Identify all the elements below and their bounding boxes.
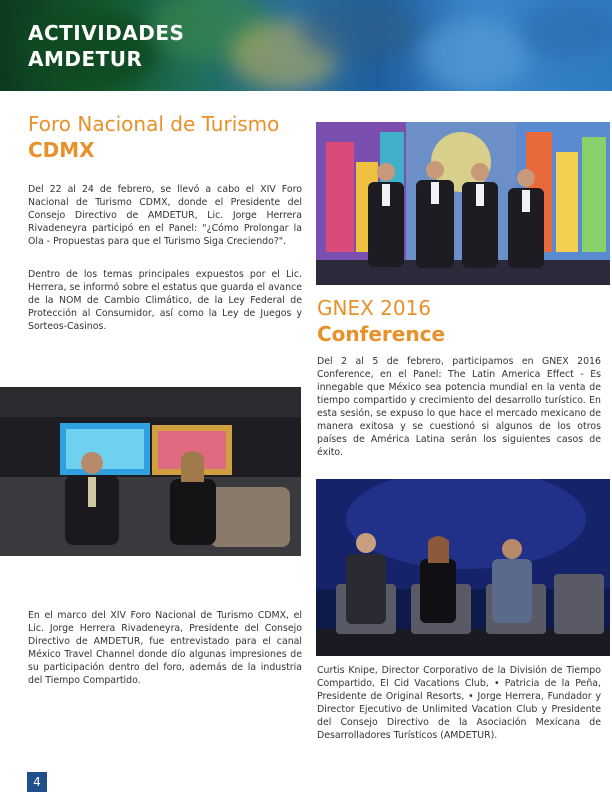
foro-paragraph-2: Dentro de los temas principales expuestos por el Lic. Herrera, se informó sobre el estatus que guarda el avance de la NOM de Cambio Climático, de la Ley Federal de Protección al Consumidor, así como la Ley de Juegos y Sorteos-Casinos. — [28, 269, 303, 332]
section-title-line1: ACTIVIDADES — [28, 21, 185, 45]
gnex-panel-caption: Curtis Knipe, Director Corporativo de la División de Tiempo Compartido, El Cid Vacations Club, • Patricia de la Peña, Presidente de Original Resorts, • Jorge Herrera, Fundador y Director Ejecutivo de Unlimited Vacation Club y Presidente del Consejo Directivo de la Asociación Mexicana de Desarrolladores Turísticos (AMDETUR). — [317, 665, 601, 741]
interview-photo — [0, 387, 301, 556]
gnex-title-line1: GNEX 2016 — [317, 296, 432, 320]
interview-caption: En el marco del XIV Foro Nacional de Turismo CDMX, el Lic. Jorge Herrera Rivadeneyra, Presidente del Consejo Directivo de AMDETUR, fue entrevistado para el canal México Travel Channel donde dío algunas impresiones de su participación dentro del foro, además de la industria del Tiempo Compartido. — [28, 610, 302, 686]
gnex-panel-photo — [316, 479, 610, 656]
section-title-line2: AMDETUR — [28, 47, 143, 71]
page-number: 4 — [27, 772, 47, 792]
gnex-title-line2: Conference — [317, 322, 446, 346]
foro-title-line1: Foro Nacional de Turismo — [28, 112, 280, 136]
gnex-paragraph: Del 2 al 5 de febrero, participamos en GNEX 2016 Conference, en el Panel: The Latin America Effect - Es innegable que México sea potencia mundial en la venta de tiempo compartido y crecimiento del desarrollo turístico. En esta sesión, se expuso lo que hace el mercado mexicano de manera exitosa y se cuestionó si algunos de los otros países de América Latina serán los siguientes casos de éxito. — [317, 356, 601, 458]
header-banner — [0, 0, 612, 91]
panel-stage-photo — [316, 122, 610, 285]
section-title — [28, 20, 184, 72]
foro-paragraph-1: Del 22 al 24 de febrero, se llevó a cabo el XIV Foro Nacional de Turismo CDMX, donde el Presidente del Consejo Directivo de AMDETUR, Lic. Jorge Herrera Rivadeneyra participó en el Panel: "¿Cómo Prolongar la Ola - Propuestas para que el Turismo Siga Creciendo?". — [28, 184, 302, 247]
foro-title-line2: CDMX — [28, 138, 95, 162]
